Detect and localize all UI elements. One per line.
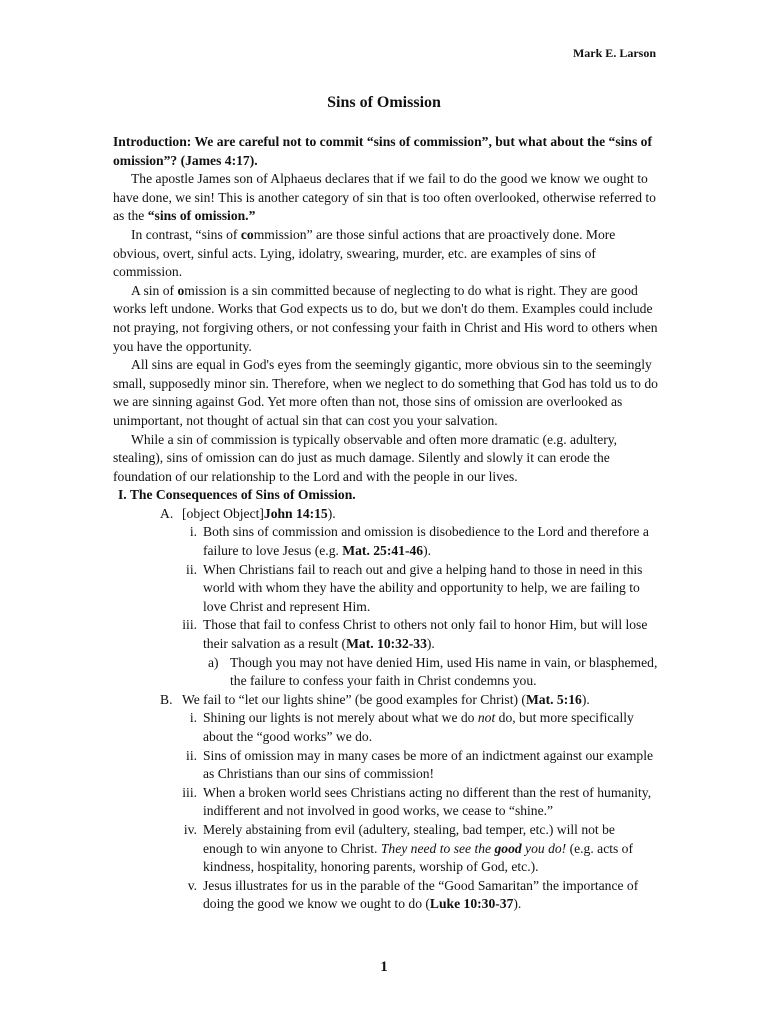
outline-text-a: Jesus illustrates for us in the parable of the “Good Samaritan” the importance of doing the good we know we ought to do ( [203, 877, 639, 912]
outline-marker: ii. [186, 747, 197, 763]
outline-item-B-v [182, 877, 658, 914]
outline-text-a: Merely abstaining from evil (adultery, stealing, bad temper, etc.) will not be enough to win anyone to Christ. [203, 821, 615, 856]
outline-text [182, 691, 658, 710]
outline-marker: ii. [186, 561, 197, 577]
paragraph-1-text: The apostle James son of Alphaeus declares that if we fail to do the good we know we ought to have done, we sin! This is another category of sin that is too often overlooked, otherwise referred to as the [113, 171, 656, 224]
outline-item-A [160, 505, 658, 524]
outline-text [203, 877, 658, 914]
outline-marker: i. [189, 524, 197, 540]
scripture-ref: Mat. 25:41-46 [342, 543, 424, 559]
paragraph-1 [113, 170, 658, 226]
outline-text: Though you may not have denied Him, used His name in vain, or blasphemed, the failure to confess your faith in Christ condemns you. [230, 654, 658, 689]
paragraph-2-text-a: In contrast, “sins of [131, 226, 241, 242]
outline-emphasis: They need to see the [380, 840, 495, 856]
outline-marker: iii. [182, 784, 197, 800]
scripture-ref: Mat. 10:32-33 [346, 636, 427, 652]
outline-item-B-ii [182, 747, 658, 784]
outline-text-a: [object Object] [182, 505, 264, 521]
outline-item-A-ii [182, 561, 658, 617]
outline-text-b: ). [423, 543, 432, 559]
outline-marker: i. [189, 710, 197, 726]
paragraph-3-bold: o [177, 282, 185, 298]
document-body [113, 133, 658, 914]
outline-text-b: ). [513, 896, 522, 912]
paragraph-3-text-a: A sin of [131, 282, 178, 298]
outline-item-B [160, 691, 658, 710]
outline-item-B-iii [182, 784, 658, 821]
author-name: Mark E. Larson [572, 46, 656, 60]
document-title: Sins of Omission [327, 94, 441, 111]
scripture-ref: Mat. 5:16 [525, 691, 582, 707]
paragraph-2-bold: co [240, 226, 254, 242]
outline-text-a: Those that fail to confess Christ to others not only fail to honor Him, but will lose their salvation as a result ( [203, 617, 648, 652]
paragraph-5: While a sin of commission is typically observable and often more dramatic (e.g. adultery, stealing), sins of omission can do just as much damage. Silently and slowly it can erode the foundation of our relationship to the Lord and with the people in our lives. [113, 431, 618, 484]
outline-text-b: ). [426, 636, 435, 652]
paragraph-3-text-b: mission is a sin committed because of neglecting to do what is right. They are good works left undone. Works that God expects us to do, but we don't do them. Examples could include not praying, not forgiving others, or not confessing your faith in Christ and His word to others when you have the opportunity. [113, 282, 658, 354]
outline-item-B-iv [182, 821, 658, 877]
section-heading: I. The Consequences of Sins of Omission. [118, 487, 356, 503]
outline-marker: B. [160, 691, 173, 707]
outline-emphasis: not [477, 710, 496, 726]
outline-item-A-iii [182, 616, 658, 653]
outline-marker: iv. [183, 821, 197, 837]
outline-text-b: ). [581, 691, 590, 707]
paragraph-4: All sins are equal in God's eyes from the seemingly gigantic, more obvious sin to the seemingly small, supposedly minor sin. Therefore, when we neglect to do something that God has told us to do we are sinning against God. Yet more often than not, those sins of omission are overlooked as unimportant, not thought of actual sin that can cost you your salvation. [113, 357, 658, 428]
outline-item-A-iii-a [208, 654, 658, 691]
outline-text-a: We fail to “let our lights shine” (be good examples for Christ) ( [182, 691, 526, 707]
page-number: 1 [380, 959, 388, 975]
outline-text: When Christians fail to reach out and give a helping hand to those in need in this world with whom they have the ability and opportunity to help, we are failing to love Christ and represent Him. [203, 561, 643, 614]
paragraph-2-text-b: mmission” are those sinful actions that are proactively done. More obvious, overt, sinful acts. Lying, idolatry, swearing, murder, etc. are examples of sins of commission. [113, 226, 616, 280]
paragraph-3 [113, 282, 658, 356]
outline-text [203, 821, 658, 877]
outline-text-b: ). [327, 505, 336, 521]
outline-text-a: Shining our lights is not merely about what we do [203, 710, 478, 726]
paragraph-2 [113, 226, 658, 282]
outline-marker: v. [187, 877, 197, 893]
outline-marker: a) [208, 654, 219, 670]
outline-text-b: do, but more specifically about the “good works” we do. [203, 710, 634, 744]
outline-item-B-i [182, 709, 658, 746]
outline-text [203, 709, 658, 746]
outline-text [203, 523, 658, 560]
outline-text [203, 616, 658, 653]
outline-text: When a broken world sees Christians acting no different than the rest of humanity, indifferent and not involved in good works, we cease to “shine.” [203, 784, 652, 819]
outline-text-b: (e.g. acts of kindness, hospitality, honoring parents, worship of God, etc.). [203, 840, 634, 875]
outline-emphasis: you do! [521, 840, 567, 856]
outline-item-A-i [182, 523, 658, 560]
introduction: Introduction: We are careful not to commit “sins of commission”, but what about the “sins of omission”? (James 4:17). [113, 134, 652, 168]
outline-marker: A. [160, 505, 174, 521]
outline-text: Sins of omission may in many cases be more of an indictment against our example as Christians than our sins of commission! [203, 747, 654, 782]
outline-marker: iii. [182, 617, 197, 633]
scripture-ref: Luke 10:30-37 [429, 896, 514, 912]
outline-text-a: Both sins of commission and omission is disobedience to the Lord and therefore a failure to love Jesus (e.g. [203, 524, 649, 559]
scripture-ref: John 14:15 [263, 505, 328, 521]
outline-emphasis-bold: good [494, 840, 522, 856]
outline-text [182, 505, 658, 524]
paragraph-1-bold: “sins of omission.” [147, 208, 256, 224]
